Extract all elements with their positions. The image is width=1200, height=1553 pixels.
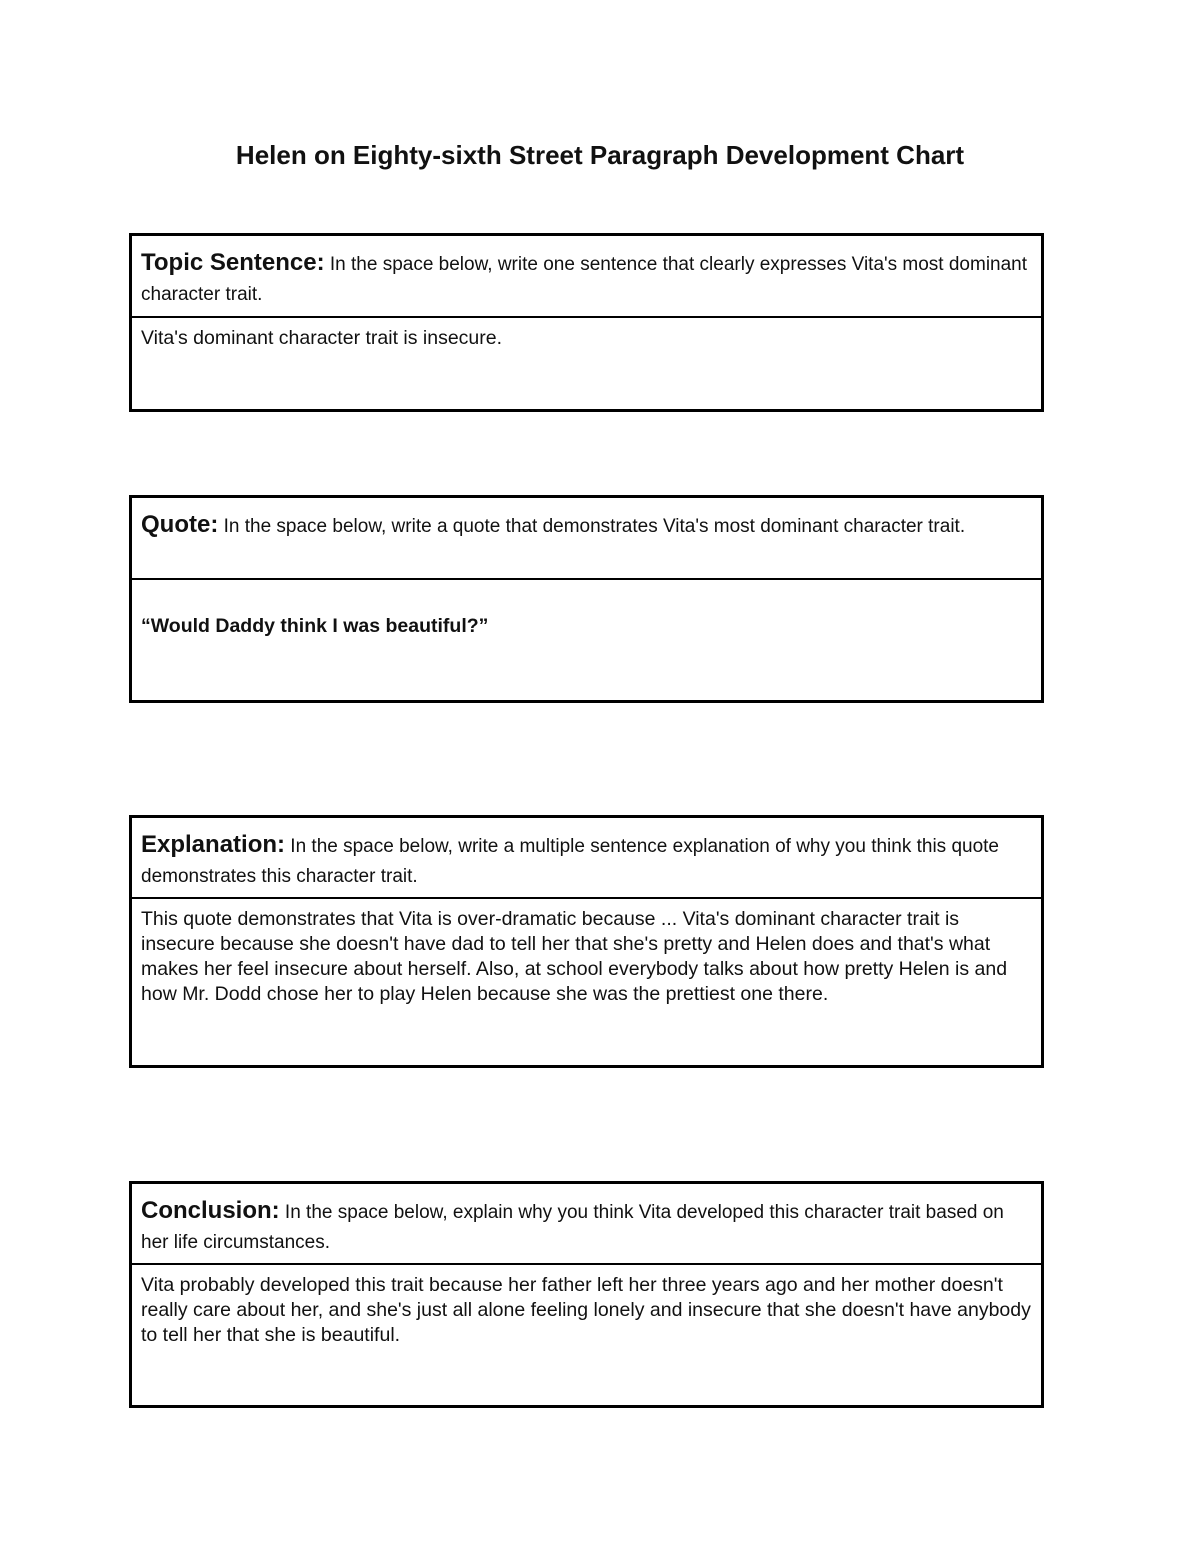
quote-prompt (132, 498, 1041, 580)
topic-sentence-instructions: In the space below, write one sentence that clearly expresses Vita's most dominant character trait. (141, 254, 1028, 305)
explanation-section (129, 815, 1044, 1068)
quote-instructions: In the space below, write a quote that demonstrates Vita's most dominant character trait. (218, 516, 966, 537)
topic-sentence-prompt (132, 236, 1041, 318)
document-title: Helen on Eighty-sixth Street Paragraph Development Chart (235, 140, 965, 170)
topic-sentence-section (129, 233, 1044, 412)
quote-section (129, 495, 1044, 703)
topic-sentence-answer[interactable]: Vita's dominant character trait is insecure. (141, 327, 503, 349)
conclusion-section (129, 1181, 1044, 1408)
conclusion-instructions: In the space below, explain why you think Vita developed this character trait based on her life circumstances. (141, 1202, 1004, 1253)
conclusion-label: Conclusion: (141, 1197, 280, 1224)
topic-sentence-label: Topic Sentence: (141, 249, 325, 276)
explanation-label: Explanation: (141, 831, 286, 858)
explanation-answer[interactable]: This quote demonstrates that Vita is over-dramatic because ... Vita's dominant character trait is insecure because she doesn't have dad to tell her that she's pretty and Helen does and that's what makes her feel insecure about herself. Also, at school everybody talks about how pretty Helen is and how Mr. Dodd chose her to play Helen because she was the prettiest one there. (141, 908, 1008, 1005)
quote-answer[interactable]: “Would Daddy think I was beautiful?” (141, 615, 489, 637)
explanation-prompt (132, 818, 1041, 899)
explanation-instructions: In the space below, write a multiple sentence explanation of why you think this quote demonstrates this character trait. (141, 836, 999, 887)
conclusion-answer[interactable]: Vita probably developed this trait because her father left her three years ago and her mother doesn't really care about her, and she's just all alone feeling lonely and insecure that she doesn't have anybody to tell her that she is beautiful. (141, 1274, 1031, 1346)
quote-label: Quote: (141, 511, 219, 538)
conclusion-prompt (132, 1184, 1041, 1265)
